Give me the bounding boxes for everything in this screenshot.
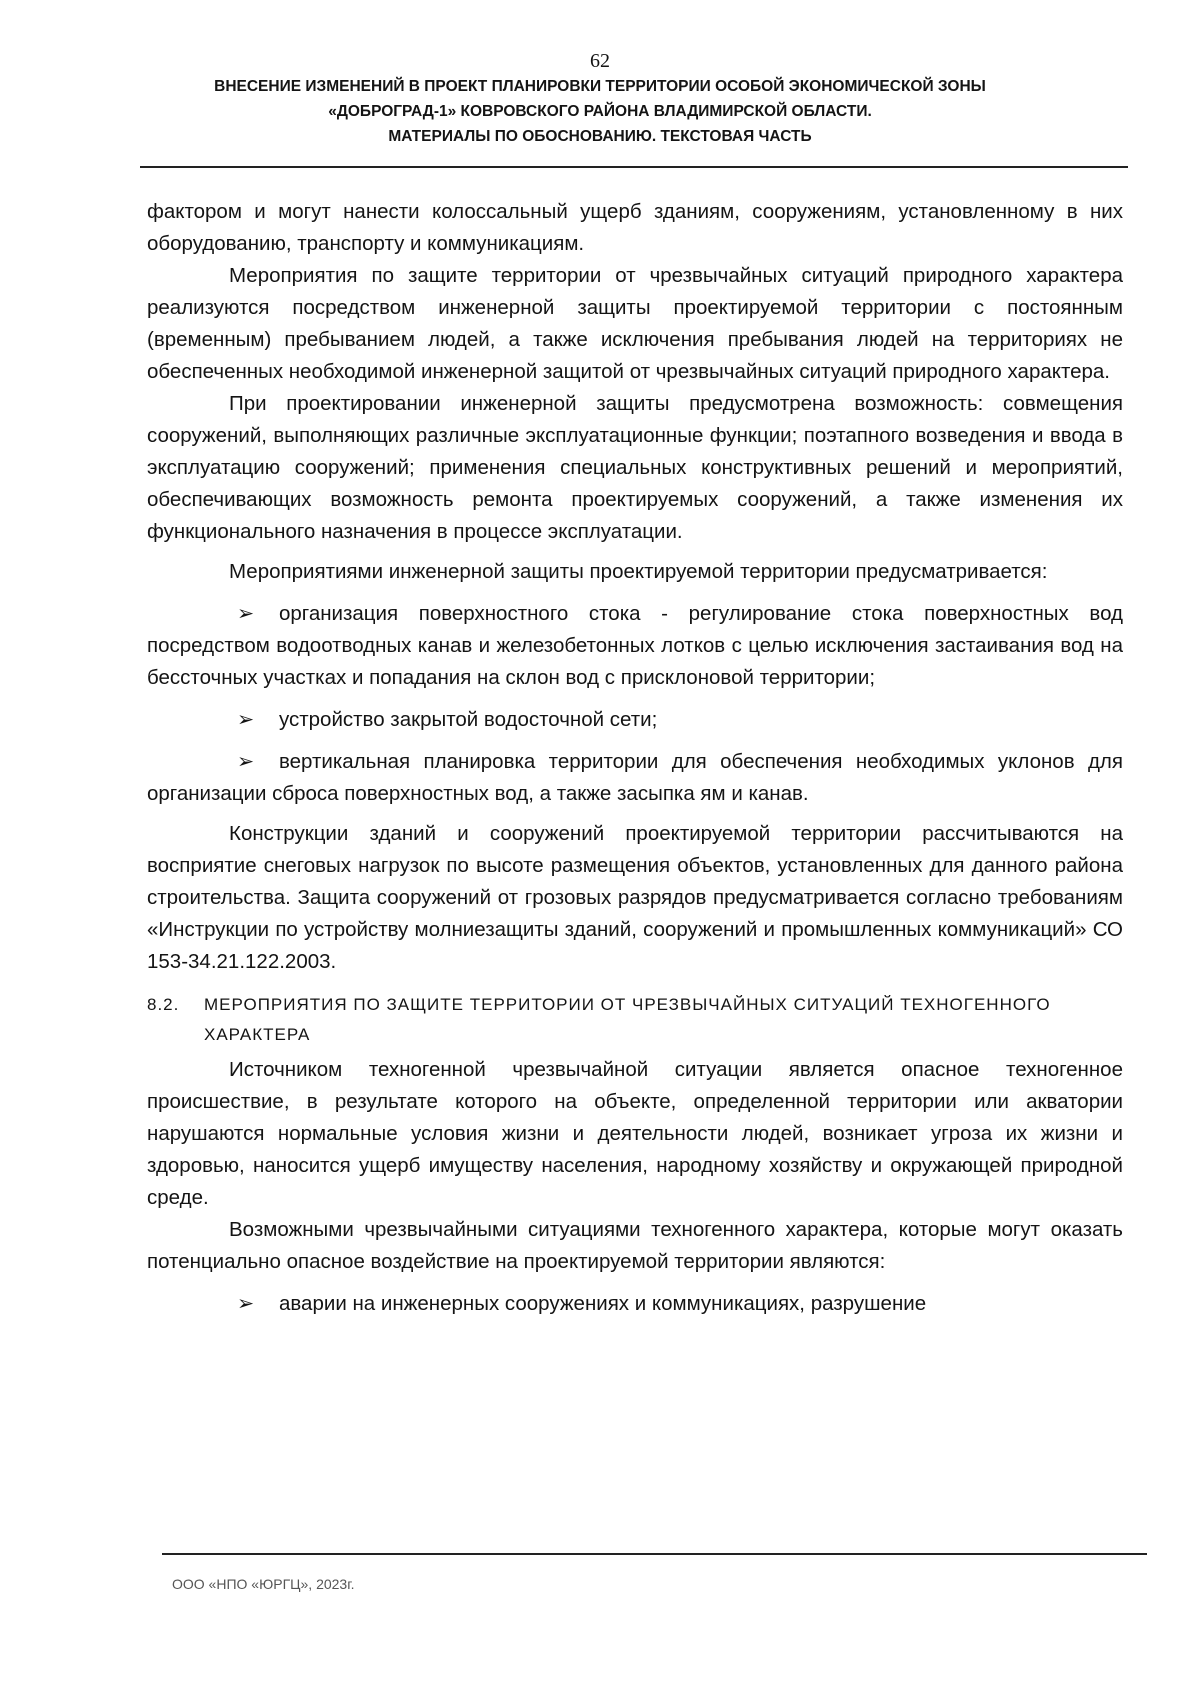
paragraph: Источником техногенной чрезвычайной ситуации является опасное техногенное происшествие, в результате которого на объекте, определенной территории или акватории нарушаются нормальные условия жизни и деятельности людей, возникает угроза их жизни и здоровью, наносится ущерб имуществу населения, народному хозяйству и окружающей природной среде. bbox=[147, 1058, 1123, 1209]
list-item-text: вертикальная планировка территории для обеспечения необходимых уклонов для организации сброса поверхностных вод, а также засыпка ям и канав. bbox=[147, 750, 1123, 805]
list-item-text: аварии на инженерных сооружениях и коммуникациях, разрушение bbox=[279, 1292, 927, 1315]
page-number: 62 bbox=[590, 50, 610, 72]
document-header bbox=[140, 74, 1060, 149]
paragraph: фактором и могут нанести колоссальный ущерб зданиям, сооружениям, установленному в них оборудованию, транспорту и коммуникациям. bbox=[147, 200, 1123, 255]
arrow-bullet-icon: ➢ bbox=[237, 602, 255, 625]
header-title-line: «ДОБРОГРАД-1» КОВРОВСКОГО РАЙОНА ВЛАДИМИРСКОЙ ОБЛАСТИ. bbox=[328, 103, 872, 120]
arrow-bullet-icon: ➢ bbox=[237, 1292, 255, 1315]
arrow-bullet-icon: ➢ bbox=[237, 708, 255, 731]
paragraph: При проектировании инженерной защиты предусмотрена возможность: совмещения сооружений, выполняющих различные эксплуатационные функции; поэтапного возведения и ввода в эксплуатацию сооружений; применения специальных конструктивных решений и мероприятий, обеспечивающих возможность ремонта проектируемых сооружений, а также изменения их функционального назначения в процессе эксплуатации. bbox=[147, 392, 1123, 543]
arrow-bullet-icon: ➢ bbox=[237, 750, 255, 773]
header-title-line: ВНЕСЕНИЕ ИЗМЕНЕНИЙ В ПРОЕКТ ПЛАНИРОВКИ ТЕРРИТОРИИ ОСОБОЙ ЭКОНОМИЧЕСКОЙ ЗОНЫ bbox=[214, 78, 986, 95]
list-item bbox=[147, 1288, 1123, 1320]
paragraph: Возможными чрезвычайными ситуациями техногенного характера, которые могут оказать потенциально опасное воздействие на проектируемой территории являются: bbox=[147, 1218, 1123, 1273]
list-item bbox=[147, 704, 1123, 736]
header-divider bbox=[140, 166, 1128, 168]
section-heading bbox=[147, 990, 1123, 1050]
list-item bbox=[147, 598, 1123, 694]
header-title-line: МАТЕРИАЛЫ ПО ОБОСНОВАНИЮ. ТЕКСТОВАЯ ЧАСТЬ bbox=[388, 128, 812, 145]
paragraph: Конструкции зданий и сооружений проектируемой территории рассчитываются на восприятие снеговых нагрузок по высоте размещения объектов, установленных для данного района строительства. Защита сооружений от грозовых разрядов предусматривается согласно требованиям «Инструкции по устройству молниезащиты зданий, сооружений и промышленных коммуникаций» СО 153-34.21.122.2003. bbox=[147, 822, 1123, 973]
list-item bbox=[147, 746, 1123, 810]
section-number: 8.2. bbox=[147, 995, 180, 1014]
document-body bbox=[147, 196, 1123, 1320]
paragraph: Мероприятиями инженерной защиты проектируемой территории предусматривается: bbox=[229, 560, 1048, 583]
section-title: МЕРОПРИЯТИЯ ПО ЗАЩИТЕ ТЕРРИТОРИИ ОТ ЧРЕЗВЫЧАЙНЫХ СИТУАЦИЙ ТЕХНОГЕННОГО ХАРАКТЕРА bbox=[204, 995, 1051, 1044]
footer-divider bbox=[162, 1553, 1147, 1555]
list-item-text: организация поверхностного стока - регулирование стока поверхностных вод посредством водоотводных канав и железобетонных лотков с целью исключения застаивания вод на бессточных участках и попадания на склон вод с присклоновой территории; bbox=[147, 602, 1123, 689]
list-item-text: устройство закрытой водосточной сети; bbox=[279, 708, 658, 731]
paragraph: Мероприятия по защите территории от чрезвычайных ситуаций природного характера реализуются посредством инженерной защиты проектируемой территории с постоянным (временным) пребыванием людей, а также исключения пребывания людей на территориях не обеспеченных необходимой инженерной защитой от чрезвычайных ситуаций природного характера. bbox=[147, 264, 1123, 383]
footer-text: ООО «НПО «ЮРГЦ», 2023г. bbox=[172, 1576, 355, 1592]
